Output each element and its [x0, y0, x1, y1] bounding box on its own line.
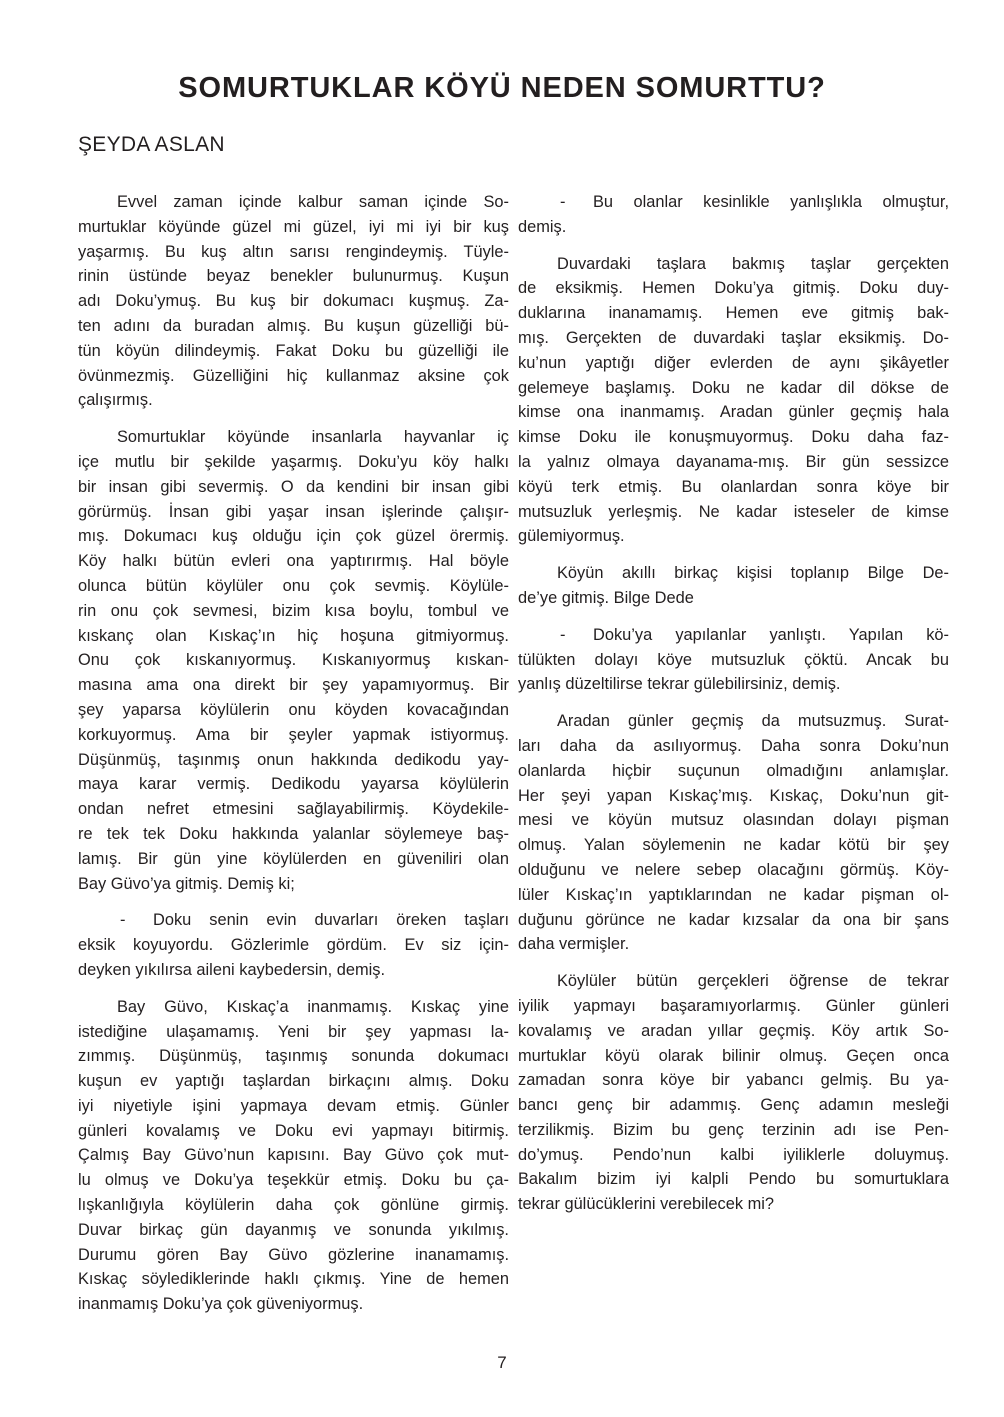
- text-line: Evvel zaman içinde kalbur saman içinde So-: [117, 193, 509, 211]
- dialogue-dash: -: [560, 625, 566, 644]
- text-line: - Doku’ya yapılanlar yanlıştı. Yapılan kö-: [518, 623, 949, 648]
- text-line: iyi niyetiyle işini yapmaya devam etmiş. Günler: [78, 1096, 509, 1115]
- text-line: övünmezmiş. Güzelliğini hiç kullanmaz aksine çok: [78, 366, 509, 385]
- text-line: Bay Güvo’ya gitmiş. Demiş ki;: [78, 874, 295, 893]
- paragraph: [518, 709, 949, 957]
- dialogue-paragraph: [518, 190, 949, 240]
- paragraph: [78, 190, 509, 413]
- text-line: adı Doku’ymuş. Bu kuş bir dokumacı kuşmuş. Za-: [78, 292, 509, 311]
- text-line: zımmış. Düşünmüş, taşınmış sonunda dokumacı: [78, 1047, 509, 1066]
- text-line: korkuyormuş. Ama bir şeyler yapmak istiyormuş.: [78, 725, 509, 744]
- author-name: ŞEYDA ASLAN: [78, 133, 225, 156]
- text-line: şey yaparsa köylülerin onu köyden kovacağından: [78, 700, 509, 719]
- text-line: Aradan günler geçmiş da mutsuzmuş. Surat-: [557, 712, 949, 731]
- text-line: lamış. Bir gün yine köylülerden en güveniliri olan: [78, 849, 509, 868]
- paragraph: [518, 561, 949, 611]
- dialogue-paragraph: [78, 908, 509, 982]
- text-line: olmuş. Yalan söylemenin ne kadar kötü bir şey: [518, 836, 949, 855]
- text-line: duklarına inanamamış. Hemen eve gitmiş bak-: [518, 304, 949, 323]
- text-line: tün köyün dilindeymiş. Fakat Doku bu güzelliği ile: [78, 341, 509, 360]
- text-line: Durumu gören Bay Güvo gözlerine inanamamış.: [78, 1245, 509, 1264]
- text-line: Onu çok kıskanıyormuş. Kıskanıyormuş kıskan-: [78, 651, 509, 670]
- text-line: kıskanç olan Kıskaç’ın hiç hoşuna gitmiyormuş.: [78, 626, 509, 645]
- dialogue-paragraph: [518, 623, 949, 697]
- text-line: maya karar vermiş. Dedikodu yayarsa köylülerin: [78, 775, 509, 794]
- text-line: rin onu çok sevmesi, bizim kısa boylu, tombul ve: [78, 601, 509, 620]
- text-line: olduğunu ve nelere sebep olacağını görmüş. Köy-: [518, 860, 949, 879]
- text-line: Köy halkı bütün evleri ona yaptırırmış. Hal böyle: [78, 552, 509, 571]
- text-line: masına ama ona direkt bir şey yapamıyormuş. Bir: [78, 676, 509, 695]
- text-line: Düşünmüş, taşınmış onun hakkında dedikodu yay-: [78, 750, 509, 769]
- text-line: kovalamış ve aradan yıllar geçmiş. Köy artık So-: [518, 1021, 949, 1040]
- text-line: gelemeye başlamış. Doku ne kadar dil dökse de: [518, 378, 949, 397]
- text-line: eksik koyuyordu. Gözlerimle gördüm. Ev siz için-: [78, 936, 509, 955]
- text-line: olunca bütün köylüler onu çok sevmiş. Köylüle-: [78, 576, 509, 595]
- text-line: Somurtuklar köyünde insanlarla hayvanlar iç: [117, 428, 509, 447]
- text-line: zamadan sonra köye bir yabancı gelmiş. Bu ya-: [518, 1071, 949, 1090]
- text-line: mesi ve köyün mutsuz olasından dolayı pişman: [518, 811, 949, 830]
- text-line: kuşun ev yaptığı taşlardan birkaçını almış. Doku: [78, 1072, 509, 1091]
- text-line: mutsuzluk yerleşmiş. Ne kadar isteseler de kimse: [518, 502, 949, 521]
- text-line: murtuklar köyü olarak bilinir olmuş. Geçen onca: [518, 1046, 949, 1065]
- text-line: iyilik yapmayı başaramıyorlarmış. Günler günleri: [518, 996, 949, 1015]
- text-line: tekrar gülücüklerini verebilecek mi?: [518, 1195, 774, 1214]
- text-line: lüler Kıskaç’ın yaptıklarından ne kadar pişman ol-: [518, 885, 949, 904]
- text-line: rinin üstünde beyaz benekler bulunurmuş. Kuşun: [78, 267, 509, 286]
- text-line: günleri kovalamış ve Doku evi yapmayı bitirmiş.: [78, 1121, 509, 1140]
- text-line: Duvardaki taşlara bakmış taşlar gerçekten: [557, 254, 949, 273]
- text-line: yanlış düzeltilirse tekrar gülebilirsiniz, demiş.: [518, 675, 841, 694]
- text-line: Köylüler bütün gerçekleri öğrense de tekrar: [557, 972, 949, 991]
- text-line: Çalmış Bay Güvo’nun kapısını. Bay Güvo çok mut-: [78, 1146, 509, 1165]
- dialogue-dash: -: [560, 193, 566, 211]
- text-line: inanmamış Doku’ya çok güveniyormuş.: [78, 1295, 364, 1314]
- paragraph: [78, 995, 509, 1317]
- text-line: çalışırmış.: [78, 391, 153, 410]
- text-line: mış. Dokumacı kuş olduğu için çok güzel örermiş.: [78, 527, 509, 546]
- paragraph: [78, 425, 509, 896]
- left-column: [78, 190, 509, 1329]
- text-line: duğunu görünce ne kadar kızsalar da ona bir şans: [518, 910, 949, 929]
- text-line: içe mutlu bir şekilde yaşarmış. Doku’yu köy halkı: [78, 452, 509, 471]
- text-line: ondan nefret etmesini sağlayabilirmiş. Köydekile-: [78, 800, 509, 819]
- text-line: gülemiyormuş.: [518, 527, 625, 546]
- article-title: SOMURTUKLAR KÖYÜ NEDEN SOMURTTU?: [178, 72, 826, 104]
- text-line: bancı genç bir adammış. Genç adamın mesleği: [518, 1096, 949, 1115]
- text-line: Bakalım bizim iyi kalpli Pendo bu somurtuklara: [518, 1170, 949, 1189]
- text-line: de eksikmiş. Hemen Doku’ya gitmiş. Doku duy-: [518, 279, 949, 298]
- text-line: Duvar birkaç gün dayanmış ve sonunda yıkılmış.: [78, 1220, 509, 1239]
- text-line: Köyün akıllı birkaç kişisi toplanıp Bilge De-: [557, 564, 949, 583]
- text-line: re tek tek Doku hakkında yalanlar söylemeye baş-: [78, 824, 509, 843]
- text-line: ları daha da asılıyormuş. Daha sonra Doku’nun: [518, 736, 949, 755]
- text-line: demiş.: [518, 217, 567, 236]
- text-line: la yalnız olmaya dayanama-mış. Bir gün sessizce: [518, 452, 949, 471]
- paragraph: [518, 969, 949, 1217]
- text-line: Kıskaç söylediklerinde haklı çıkmış. Yine de hemen: [78, 1270, 509, 1289]
- text-line: Her şeyi yapan Kıskaç’mış. Kıskaç, Doku’nun git-: [518, 786, 949, 805]
- text-line: ku’nun yaptığı diğer evlerden de aynı şikâyetler: [518, 353, 949, 372]
- right-column: [518, 190, 949, 1229]
- text-line: de’ye gitmiş. Bilge Dede: [518, 588, 694, 607]
- text-line: terzilikmiş. Bizim bu genç terzinin adı ise Pen-: [518, 1120, 949, 1139]
- text-line: Bay Güvo, Kıskaç’a inanmamış. Kıskaç yine: [117, 997, 509, 1016]
- text-line: mış. Gerçekten de duvardaki taşlar eksikmiş. Do-: [518, 328, 949, 347]
- text-line: deyken yıkılırsa aileni kaybedersin, demiş.: [78, 960, 386, 979]
- text-line: görürmüş. İnsan gibi yaşar insan işlerinde çalışır-: [78, 502, 509, 521]
- text-line: yaşarmış. Bu kuş altın sarısı rengindeymiş. Tüyle-: [78, 242, 509, 261]
- paragraph: [518, 252, 949, 550]
- text-line: ten adını da buradan almış. Bu kuşun güzelliği bü-: [78, 316, 509, 335]
- text-line: - Doku senin evin duvarları öreken taşları: [78, 908, 509, 933]
- text-line: tülükten dolayı köye mutsuzluk çöktü. Ancak bu: [518, 650, 949, 669]
- text-line: kimse Doku ile konuşmuyormuş. Doku daha faz-: [518, 428, 949, 447]
- text-line: lışkanlığıyla köylülerin daha çok gönlüne girmiş.: [78, 1196, 509, 1215]
- text-line: kimse ona inanmamış. Aradan günler geçmiş hala: [518, 403, 949, 422]
- text-line: bir insan gibi severmiş. O da kendini bir insan gibi: [78, 477, 509, 496]
- text-line: köyü terk etmiş. Bu olanlardan sonra köye bir: [518, 477, 949, 496]
- text-line: istediğine ulaşamamış. Yeni bir şey yapması la-: [78, 1022, 509, 1041]
- dialogue-dash: -: [120, 911, 126, 930]
- page-number: 7: [497, 1353, 507, 1372]
- text-line: lu olmuş ve Doku’ya teşekkür etmiş. Doku bu ça-: [78, 1171, 509, 1190]
- text-line: do’ymuş. Pendo’nun kalbi iyiliklerle doluymuş.: [518, 1145, 949, 1164]
- text-line: olanlarda hiçbir suçunun olmadığını anlamışlar.: [518, 761, 949, 780]
- text-line: daha vermişler.: [518, 935, 630, 954]
- text-line: murtuklar köyünde güzel mi güzel, iyi mi iyi bir kuş: [78, 217, 509, 236]
- text-line: - Bu olanlar kesinlikle yanlışlıkla olmuştur,: [518, 190, 949, 215]
